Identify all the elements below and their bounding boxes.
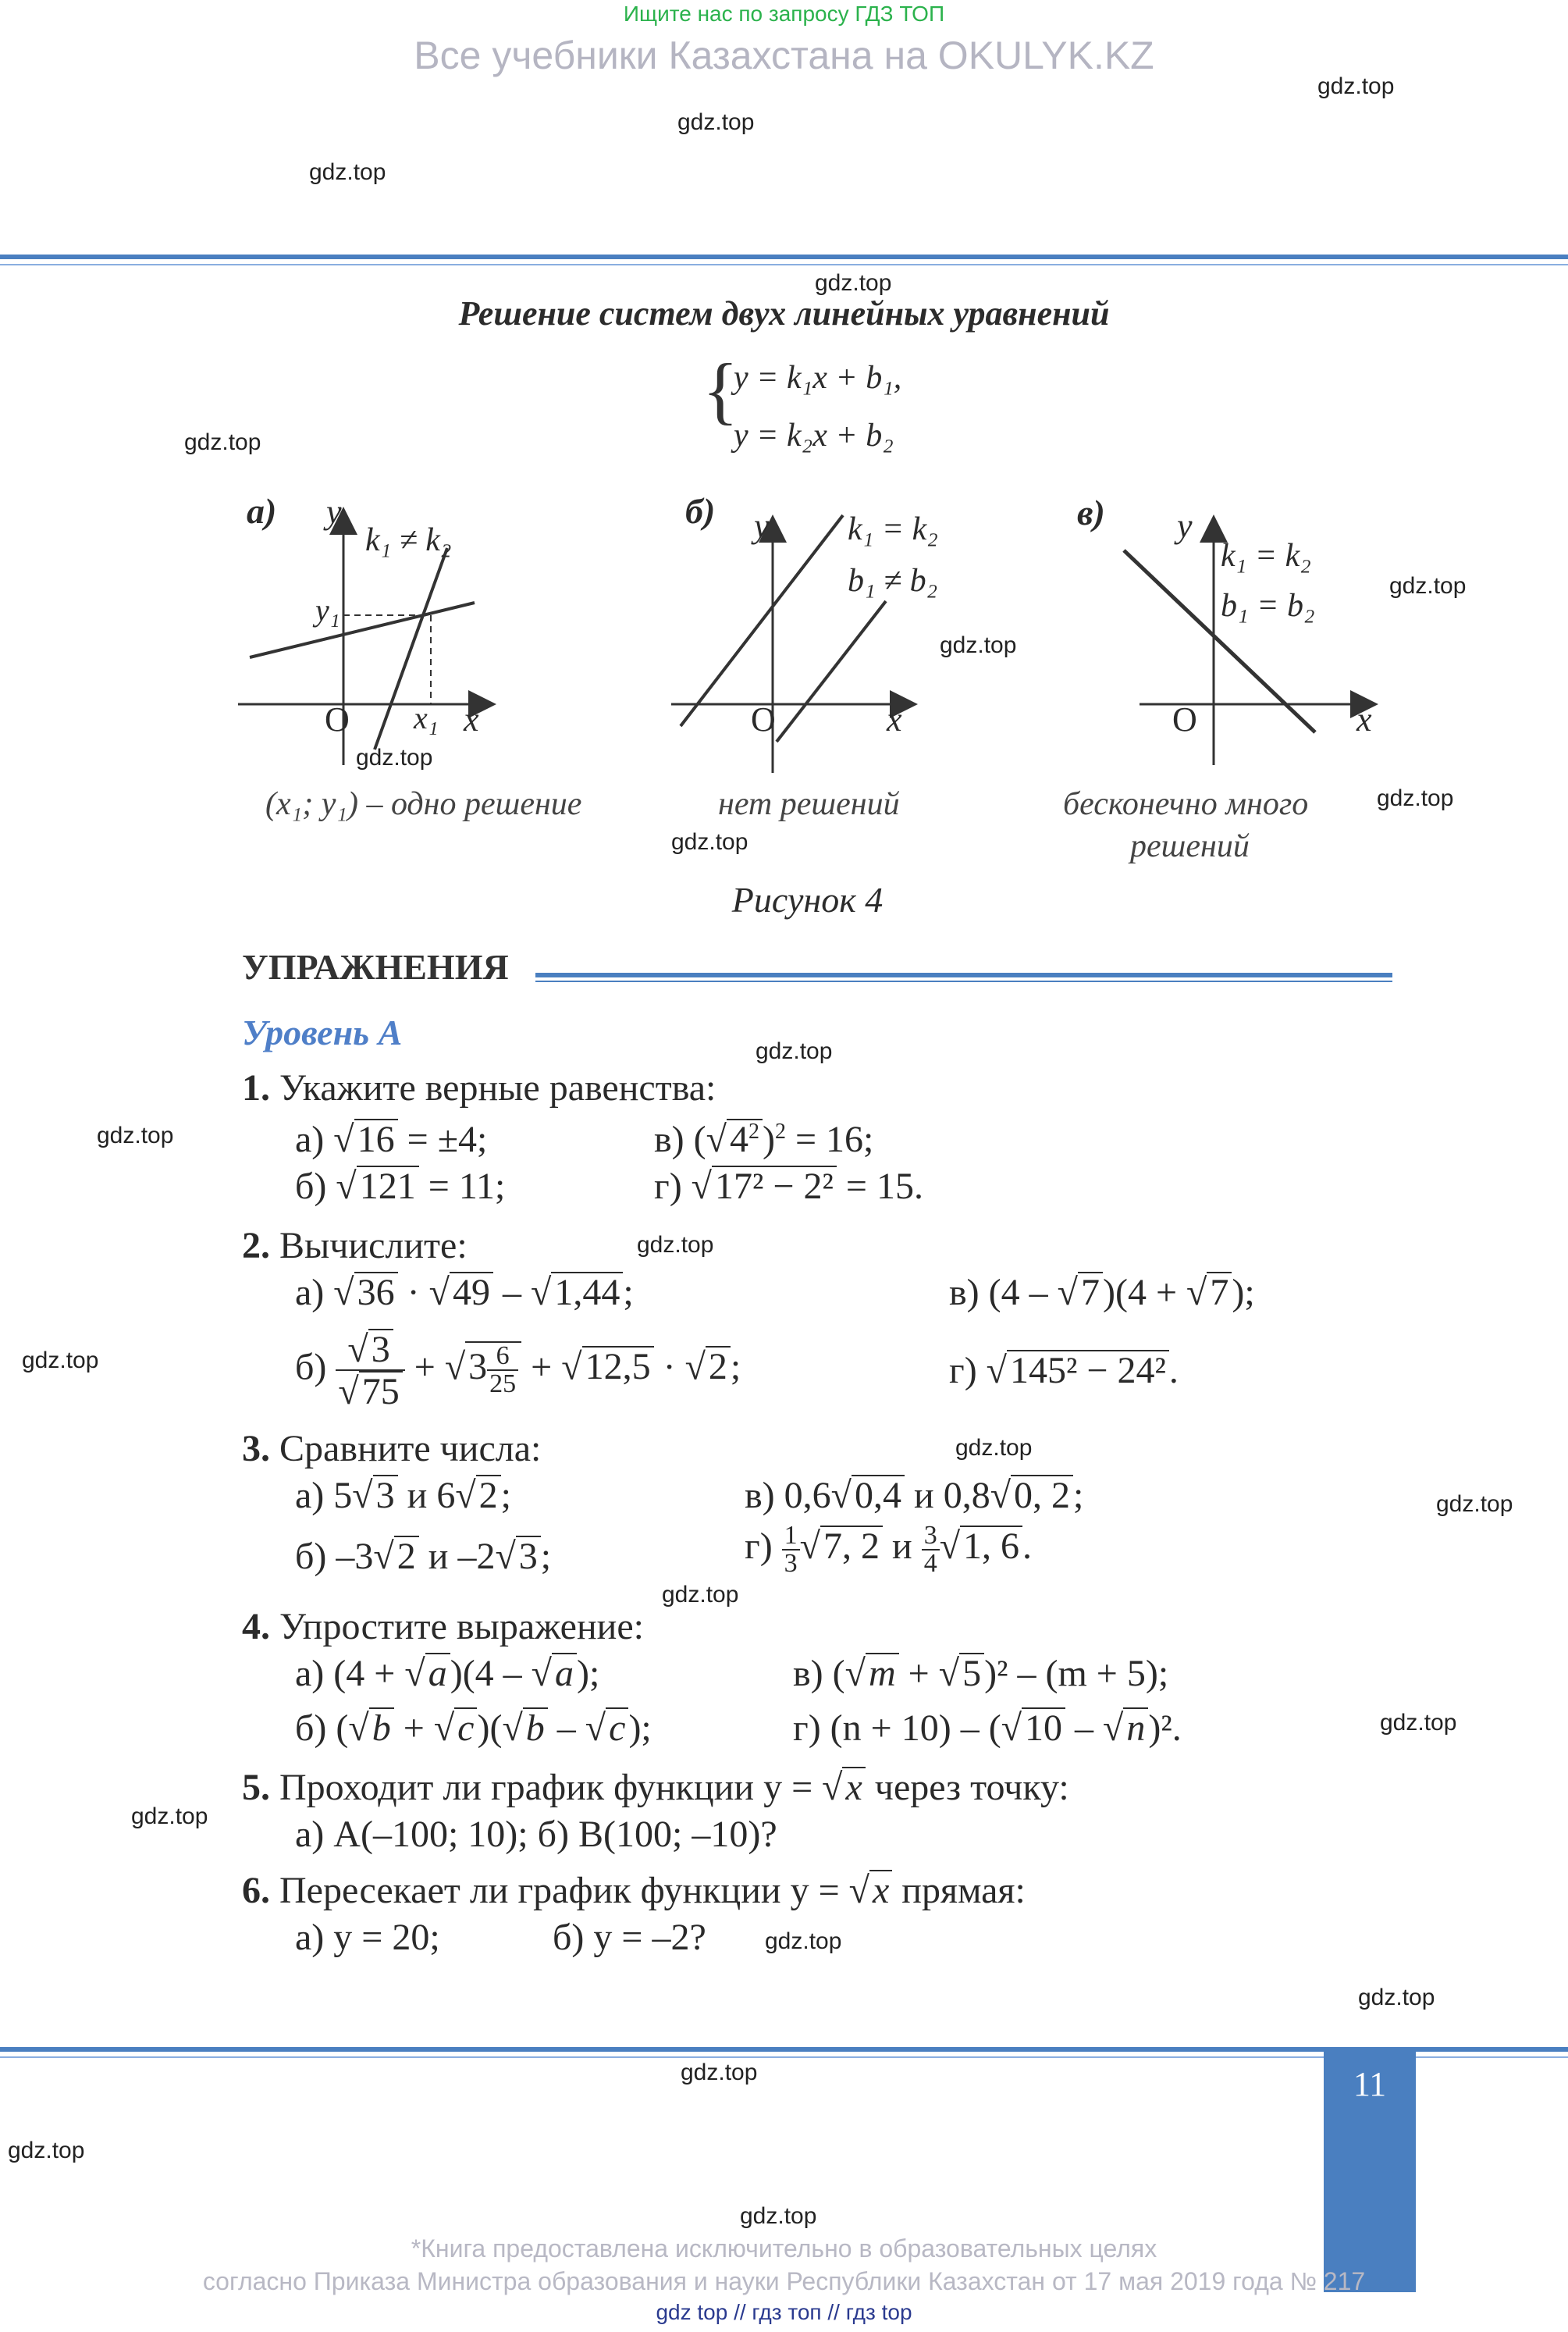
watermark: gdz.top	[637, 1232, 714, 1258]
exercise-2-v-label: в)	[949, 1272, 980, 1313]
exercise-4	[242, 1605, 644, 1648]
watermark: gdz.top	[1317, 73, 1395, 99]
figure-a-x1-label: x₁	[414, 700, 439, 735]
figure-c-letter: в)	[1077, 493, 1105, 532]
exercise-3-g-radicand-2: 1, 6	[960, 1526, 1022, 1566]
exercise-3-b: б) –3√2 и –2√3;	[295, 1536, 552, 1577]
exercise-1-text: Укажите верные равенства:	[279, 1067, 716, 1109]
exercise-6-text-pre: Пересекает ли график функции y =	[279, 1870, 849, 1911]
watermark: gdz.top	[681, 2060, 758, 2085]
figure-caption: Рисунок 4	[731, 880, 884, 920]
exercise-1-b: б) √121 = 11;	[295, 1166, 506, 1207]
system-line-2: y = k₂x + b₂	[734, 418, 894, 454]
exercise-6-b: б) y = –2?	[553, 1917, 706, 1958]
exercise-3-b-coef-1: –3	[336, 1536, 374, 1577]
exercise-3-b-radicand-2: 3	[516, 1536, 541, 1576]
exercise-4-v-label: в)	[793, 1653, 823, 1694]
exercise-2-b-whole: 3	[468, 1346, 488, 1388]
exercises-header-rule	[535, 973, 1392, 977]
exercise-4-b-end: );	[628, 1707, 652, 1749]
watermark: gdz.top	[1377, 785, 1454, 811]
exercise-4-a-end: );	[577, 1653, 600, 1694]
figure-c-condition-1: k₁ = k₂	[1221, 538, 1311, 574]
exercise-4-b-pre: (	[336, 1707, 349, 1749]
graph-a-line-1	[250, 603, 475, 657]
exercise-6-radicand: x	[869, 1870, 892, 1910]
exercise-1-g-label: г)	[654, 1166, 682, 1207]
exercise-4-text: Упростите выражение:	[279, 1606, 644, 1647]
exercise-6-a: а) y = 20;	[295, 1917, 440, 1958]
figure-b-origin: O	[751, 700, 776, 739]
watermark: gdz.top	[1358, 1985, 1435, 2010]
figure-b-y-label: y	[754, 507, 770, 545]
watermark: gdz.top	[740, 2203, 817, 2229]
exercise-3-a-label: а)	[295, 1475, 325, 1516]
exercise-1-g-radicand: 17² − 2²	[712, 1166, 837, 1206]
exercise-2-a-radicand-2: 49	[450, 1272, 493, 1312]
graph-b-line-2	[777, 601, 886, 742]
exercise-3-b-coef-2: –2	[457, 1536, 496, 1577]
exercise-2-b-mixed-numerator: 6	[487, 1343, 518, 1371]
exercise-3-a-end: ;	[500, 1475, 512, 1516]
exercise-4-g: г) (n + 10) – (√10 – √n)².	[793, 1707, 1182, 1749]
exercise-3-b-and: и	[418, 1536, 458, 1577]
top-rule	[0, 255, 1568, 259]
exercise-2-v-end: );	[1232, 1272, 1255, 1313]
exercise-3-a-coef-1: 5	[333, 1475, 353, 1516]
exercise-4-g-mid: –	[1065, 1707, 1104, 1749]
graph-b-line-1	[681, 515, 843, 726]
watermark: gdz.top	[8, 2138, 85, 2163]
figure-b-letter: б)	[685, 491, 716, 531]
figure-a-caption: (x₁; y₁) – одно решение	[265, 786, 582, 822]
exercise-1-v-label: в)	[654, 1119, 684, 1160]
exercise-4-g-label: г)	[793, 1707, 821, 1749]
system-line-1: y = k₁x + b₁,	[734, 360, 902, 396]
exercise-6-number: 6.	[242, 1870, 270, 1911]
exercise-3-g: г) $\frac{1}{3}$ √7, 2 и $\frac{3}{4}$ √1, 6.	[745, 1521, 1033, 1578]
exercise-1-g-rest: = 15.	[836, 1166, 923, 1207]
exercise-2-b-radicand-3: 12,5	[582, 1346, 654, 1387]
exercise-4-b-mid-3: –	[547, 1707, 585, 1749]
exercise-2-b-mixed-denominator: 25	[489, 1369, 517, 1399]
exercise-3-v-coef-2: 0,8	[943, 1475, 990, 1516]
exercise-3-a: а) 5√3 и 6√2;	[295, 1475, 512, 1516]
exercise-1-b-label: б)	[295, 1166, 327, 1207]
footer-links[interactable]: gdz top // гдз топ // гдз top	[656, 2300, 912, 2324]
watermark: gdz.top	[1389, 573, 1467, 599]
level-title: Уровень А	[242, 1013, 403, 1052]
watermark: gdz.top	[765, 1928, 842, 1954]
exercise-2-g-label: г)	[949, 1350, 977, 1391]
exercise-4-a-mid: )(4 –	[450, 1653, 532, 1694]
exercise-1-v: в) $(√4^2)^2 = 16$;	[654, 1119, 874, 1160]
watermark: gdz.top	[184, 429, 261, 455]
exercise-2-b-end: ;	[730, 1346, 741, 1388]
exercise-3-g-radicand-1: 7, 2	[820, 1526, 883, 1566]
exercise-3-v-radicand-1: 0,4	[852, 1475, 905, 1515]
exercise-2-a-radicand-1: 36	[354, 1272, 398, 1312]
watermark: gdz.top	[1380, 1710, 1457, 1736]
exercise-6-text-post: прямая:	[892, 1870, 1026, 1911]
exercise-4-a-radicand-1: a	[425, 1653, 450, 1693]
exercise-3-v-coef-1: 0,6	[784, 1475, 831, 1516]
figure-a-y1-label: y₁	[315, 593, 340, 628]
exercise-3-g-fraction-1	[782, 1522, 800, 1577]
exercise-2-v-radicand-2: 7	[1207, 1272, 1232, 1312]
exercise-1-v-radicand: $4^2$	[727, 1119, 763, 1159]
page-number: 11	[1353, 2065, 1387, 2103]
exercise-1-g: г) √17² − 2² = 15.	[654, 1166, 923, 1207]
watermark: gdz.top	[756, 1038, 833, 1064]
exercise-4-a-radicand-2: a	[552, 1653, 577, 1693]
exercise-4-a: а) (4 + √a)(4 – √a);	[295, 1653, 600, 1694]
exercise-1-number: 1.	[242, 1067, 270, 1109]
exercise-2-v: в) (4 – √7)(4 + √7);	[949, 1272, 1255, 1313]
exercise-2-v-radicand-1: 7	[1078, 1272, 1103, 1312]
exercise-1-a-radicand: 16	[354, 1119, 398, 1159]
exercise-2-number: 2.	[242, 1225, 270, 1266]
exercise-2-a: а) √36 · √49 – √1,44;	[295, 1272, 634, 1313]
system-brace: {	[702, 348, 739, 432]
exercise-4-a-label: а)	[295, 1653, 325, 1694]
exercise-4-v-pre: (	[832, 1653, 845, 1694]
exercise-1-a: а) √16 = ±4;	[295, 1119, 488, 1160]
figure-c-caption-line-2: решений	[1130, 828, 1250, 864]
exercise-2-g: г) √145² − 24².	[949, 1350, 1179, 1391]
exercise-3-number: 3.	[242, 1428, 270, 1469]
watermark: gdz.top	[1436, 1491, 1513, 1517]
figure-b-x-label: x	[887, 700, 902, 739]
exercise-3-v-radicand-2: 0, 2	[1011, 1475, 1073, 1515]
exercise-4-b-label: б)	[295, 1707, 327, 1749]
watermark: gdz.top	[671, 829, 748, 855]
exercise-2-a-end: ;	[623, 1272, 634, 1313]
exercise-2-v-mid: )(4 +	[1102, 1272, 1187, 1313]
watermark: gdz.top	[309, 159, 386, 185]
figure-c-caption-line-1: бесконечно много	[1063, 786, 1309, 822]
exercise-4-v-mid: +	[898, 1653, 939, 1694]
exercise-4-b-radicand-4: c	[606, 1707, 628, 1748]
exercise-3-v: в) 0,6√0,4 и 0,8√0, 2;	[745, 1475, 1084, 1516]
watermark: gdz.top	[940, 632, 1017, 658]
exercise-4-number: 4.	[242, 1606, 270, 1647]
exercise-4-b-radicand-3: b	[523, 1707, 548, 1748]
exercise-2-b-mixed-radicand	[465, 1341, 521, 1397]
site-banner: Все учебники Казахстана на OKULYK.KZ	[414, 34, 1154, 77]
exercise-3-g-label: г)	[745, 1526, 773, 1568]
top-link[interactable]: Ищите нас по запросу ГДЗ ТОП	[623, 2, 945, 26]
exercise-4-g-end: )².	[1148, 1707, 1182, 1749]
exercise-5: 5. Проходит ли график функции y = √x через точку:	[242, 1767, 1069, 1808]
exercise-3-b-end: ;	[540, 1536, 552, 1577]
exercise-2	[242, 1224, 468, 1267]
exercise-4-v: в) (√m + √5)² – (m + 5);	[793, 1653, 1169, 1694]
exercise-4-g-radicand-2: n	[1123, 1707, 1148, 1748]
exercises-header: УПРАЖНЕНИЯ	[242, 947, 509, 987]
figure-c-y-label: y	[1177, 507, 1193, 545]
exercise-3	[242, 1427, 541, 1470]
figure-c-x-label: x	[1356, 700, 1372, 739]
exercise-3-g-and: и	[883, 1526, 922, 1568]
exercise-1-b-radicand: 121	[357, 1166, 419, 1206]
figure-b-condition-2: b₁ ≠ b₂	[848, 563, 938, 599]
watermark: gdz.top	[131, 1803, 208, 1829]
footer-note-line-2: согласно Приказа Министра образования и науки Республики Казахстан от 17 мая 2019 года № 217	[202, 2267, 1366, 2295]
top-rule-thin	[0, 264, 1568, 265]
exercise-3-a-radicand-2: 2	[476, 1475, 501, 1515]
exercise-3-g-denominator-2: 4	[923, 1549, 937, 1578]
exercise-2-g-end: .	[1168, 1350, 1179, 1391]
exercise-2-g-radicand: 145² − 24²	[1007, 1350, 1169, 1390]
exercise-3-b-radicand-1: 2	[394, 1536, 419, 1576]
exercise-2-b-radicand-4: 2	[706, 1346, 731, 1387]
watermark: gdz.top	[662, 1582, 739, 1607]
exercise-2-text: Вычислите:	[279, 1225, 468, 1266]
figure-a-condition: k₁ ≠ k₂	[365, 522, 452, 558]
exercises-header-rule-thin	[535, 981, 1392, 982]
exercise-5-points: а) A(–100; 10); б) B(100; –10)?	[295, 1814, 777, 1855]
figure-c-condition-2: b₁ = b₂	[1221, 588, 1315, 624]
exercise-3-a-coef-2: 6	[436, 1475, 456, 1516]
exercise-4-v-radicand-2: 5	[959, 1653, 984, 1693]
exercise-4-b-mid-2: )(	[477, 1707, 503, 1749]
figure-a-y-label: y	[326, 493, 342, 531]
exercise-2-b-fraction-numerator: 3	[368, 1329, 393, 1369]
exercise-5-number: 5.	[242, 1767, 270, 1808]
figure-c-origin: O	[1172, 700, 1197, 739]
figure-a-x-label: x	[464, 700, 479, 739]
exercise-1	[242, 1066, 716, 1109]
exercise-3-g-numerator-1: 1	[782, 1522, 800, 1551]
exercise-2-v-pre: (4 –	[988, 1272, 1058, 1313]
figure-a-letter: а)	[247, 491, 277, 531]
exercise-2-b-label: б)	[295, 1346, 327, 1388]
section-title: Решение систем двух линейных уравнений	[458, 294, 1110, 333]
figure-b-condition-1: k₁ = k₂	[848, 511, 938, 547]
exercise-3-g-fraction-2	[922, 1522, 940, 1577]
exercise-2-a-label: а)	[295, 1272, 325, 1313]
exercise-2-b: б) $\frac{√3}{√75}$ + √3 $\frac{6}{25}$ + √12,5 · √2;	[295, 1329, 741, 1413]
watermark: gdz.top	[356, 745, 433, 771]
exercise-1-b-rest: = 11;	[418, 1166, 506, 1207]
graph-b	[671, 515, 913, 773]
exercise-1-a-label: а)	[295, 1119, 325, 1160]
watermark: gdz.top	[815, 270, 892, 296]
exercise-1-v-rest: = 16;	[785, 1119, 874, 1160]
exercise-4-a-pre: (4 +	[333, 1653, 405, 1694]
exercise-3-g-end: .	[1022, 1526, 1033, 1568]
exercise-3-b-label: б)	[295, 1536, 327, 1577]
exercise-3-text: Сравните числа:	[279, 1428, 542, 1469]
exercise-5-text-post: через точку:	[865, 1767, 1069, 1808]
exercise-3-v-end: ;	[1073, 1475, 1084, 1516]
exercise-3-a-radicand-1: 3	[373, 1475, 398, 1515]
exercise-5-text-pre: Проходит ли график функции y =	[279, 1767, 823, 1808]
exercise-4-b-mid-1: +	[393, 1707, 434, 1749]
exercise-3-v-and: и	[905, 1475, 944, 1516]
exercise-4-g-pre: (n + 10) – (	[830, 1707, 1001, 1749]
exercise-3-a-and: и	[397, 1475, 437, 1516]
watermark: gdz.top	[677, 109, 755, 135]
watermark: gdz.top	[955, 1435, 1033, 1461]
exercise-3-g-numerator-2: 3	[922, 1522, 940, 1551]
exercise-4-b: б) (√b + √c)(√b – √c);	[295, 1707, 652, 1749]
exercise-3-v-label: в)	[745, 1475, 775, 1516]
exercise-2-a-radicand-3: 1,44	[551, 1272, 623, 1312]
exercise-4-g-radicand-1: 10	[1022, 1707, 1065, 1748]
exercise-3-g-denominator-1: 3	[784, 1549, 798, 1578]
exercise-2-b-fraction: $\frac{√3}{√75}$	[336, 1329, 404, 1412]
watermark: gdz.top	[22, 1348, 99, 1373]
exercise-4-b-radicand-1: b	[369, 1707, 394, 1748]
figure-a-origin: O	[325, 700, 350, 739]
exercise-2-b-fraction-denominator: 75	[359, 1371, 403, 1412]
exercise-5-radicand: x	[842, 1767, 865, 1807]
exercise-4-v-radicand-1: m	[866, 1653, 899, 1693]
exercise-6: 6. Пересекает ли график функции y = √x прямая:	[242, 1870, 1026, 1911]
exercise-4-v-end: )² – (m + 5);	[984, 1653, 1169, 1694]
exercise-4-b-radicand-2: c	[454, 1707, 477, 1748]
figure-b-caption: нет решений	[718, 786, 900, 822]
watermark: gdz.top	[97, 1123, 174, 1148]
exercise-1-a-rest: = ±4;	[397, 1119, 488, 1160]
footer-note-line-1: *Книга предоставлена исключительно в образовательных целях	[411, 2234, 1157, 2263]
